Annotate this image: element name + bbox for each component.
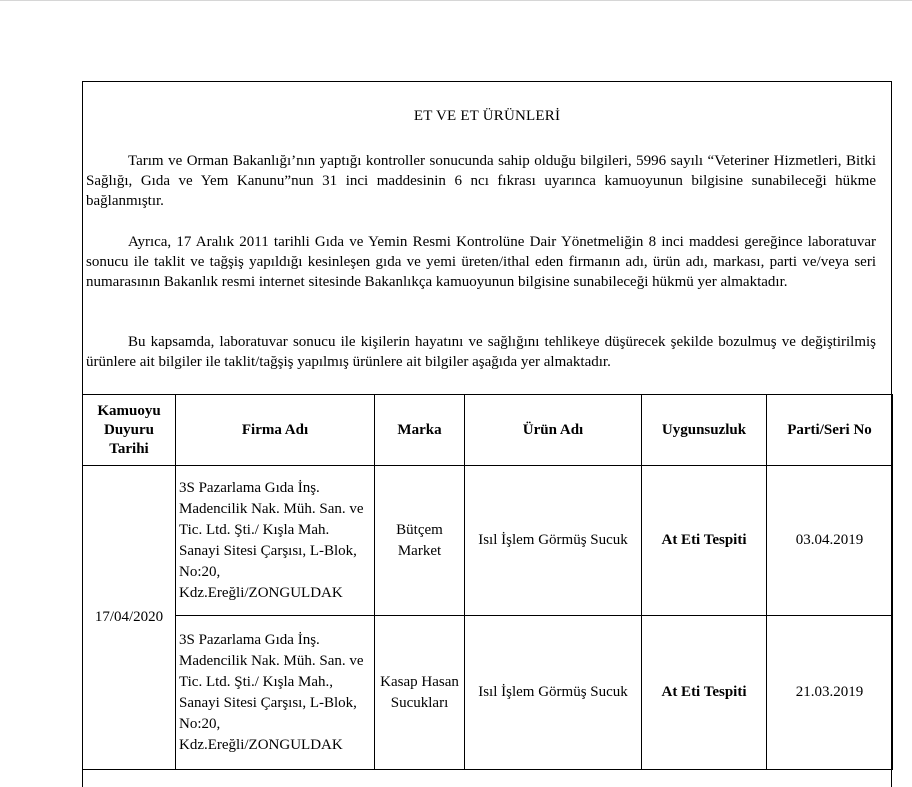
announcement-date: 17/04/2020 — [83, 466, 176, 770]
header-firm: Firma Adı — [176, 395, 375, 466]
brand-name: Bütçem Market — [375, 466, 465, 616]
recall-table — [82, 394, 893, 770]
paragraph-1-text: Tarım ve Orman Bakanlığı’nın yaptığı kontroller sonucunda sahip olduğu bilgileri, 5996 sayılı “Veteriner Hizmetleri, Bitki Sağlığı, Gıda ve Yem Kanunu”nun 31 inci maddesinin 6 ncı fıkrası uyarınca kamuoyunun bilgisine sunabileceği hükme bağlanmıştır. — [86, 153, 876, 209]
header-date: Kamuoyu Duyuru Tarihi — [83, 395, 176, 466]
product-name: Isıl İşlem Görmüş Sucuk — [465, 466, 642, 616]
batch-number: 03.04.2019 — [767, 466, 893, 616]
paragraph-3-text: Bu kapsamda, laboratuvar sonucu ile kişilerin hayatını ve sağlığını tehlikeye düşürecek şekilde bozulmuş ve değiştirilmiş ürünlere ait bilgiler ile taklit/tağşiş yapılmış ürünlere ait bilgiler aşağıda yer almaktadır. — [86, 334, 876, 370]
table-row — [83, 616, 893, 770]
header-batch: Parti/Seri No — [767, 395, 893, 466]
batch-number: 21.03.2019 — [767, 616, 893, 770]
nonconformity: At Eti Tespiti — [642, 466, 767, 616]
header-brand: Marka — [375, 395, 465, 466]
page-top-border — [0, 0, 912, 1]
document-frame — [82, 81, 892, 787]
brand-name: Kasap Hasan Sucukları — [375, 616, 465, 770]
firm-name: 3S Pazarlama Gıda İnş. Madencilik Nak. Müh. San. ve Tic. Ltd. Şti./ Kışla Mah., Sanayi Sitesi Çarşısı, L-Blok, No:20, Kdz.Ereğli/ZONGULDAK — [176, 616, 375, 770]
product-name: Isıl İşlem Görmüş Sucuk — [465, 616, 642, 770]
paragraph-2-text: Ayrıca, 17 Aralık 2011 tarihli Gıda ve Yemin Resmi Kontrolüne Dair Yönetmeliğin 8 inci maddesi gereğince laboratuvar sonucu ile taklit ve tağşiş yapıldığı kesinleşen gıda ve yemi üreten/ithal eden firmanın adı, ürün adı, markası, parti ve/veya seri numarasının Bakanlık resmi internet sitesinde Bakanlıkça kamuoyunun bilgisine sunabileceği hükmü yer almaktadır. — [86, 234, 876, 290]
paragraph-3 — [86, 332, 876, 372]
firm-name: 3S Pazarlama Gıda İnş. Madencilik Nak. Müh. San. ve Tic. Ltd. Şti./ Kışla Mah. Sanayi Sitesi Çarşısı, L-Blok, No:20, Kdz.Ereğli/ZONGULDAK — [176, 466, 375, 616]
header-product: Ürün Adı — [465, 395, 642, 466]
nonconformity: At Eti Tespiti — [642, 616, 767, 770]
table-row — [83, 466, 893, 616]
paragraph-1 — [86, 151, 876, 211]
header-nonconformity: Uygunsuzluk — [642, 395, 767, 466]
table-header-row — [83, 395, 893, 466]
paragraph-2 — [86, 232, 876, 292]
document-title: ET VE ET ÜRÜNLERİ — [413, 108, 561, 124]
